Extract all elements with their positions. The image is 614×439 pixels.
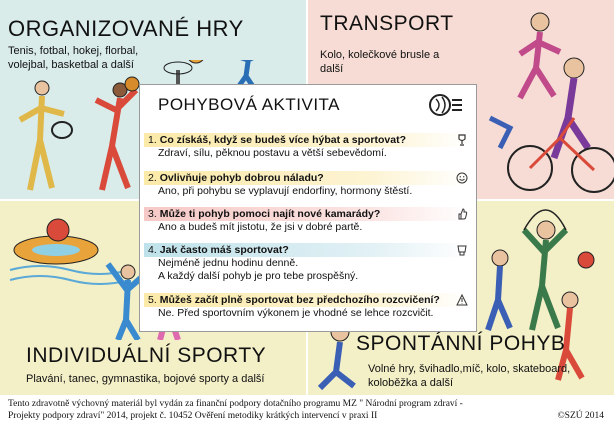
question-number: 1. <box>148 134 157 146</box>
panel-title: POHYBOVÁ AKTIVITA <box>158 95 341 114</box>
question-text: Jak často máš sportovat? <box>159 244 289 256</box>
smiley-icon <box>456 171 468 185</box>
transport-subtitle: Kolo, kolečkové brusle a další <box>320 49 440 75</box>
question-number: 4. <box>148 244 157 256</box>
question-1 <box>144 133 470 160</box>
footer-line-1: Tento zdravotně výchovný materiál byl vydán za finanční podpory dotačního programu MZ " Národní program zdraví - <box>8 399 463 409</box>
individual-sports-subtitle: Plavání, tanec, gymnastika, bojové sporty a další <box>26 373 265 385</box>
cup-icon <box>456 243 468 257</box>
organized-games-title: ORGANIZOVANÉ HRY <box>8 16 244 41</box>
copyright: ©SZÚ 2014 <box>557 411 604 421</box>
transport-illustration <box>470 8 614 198</box>
question-5 <box>144 293 470 320</box>
answer-text: Nejméně jednu hodinu denně. <box>158 257 299 269</box>
answer-text: Ano a budeš mít jistotu, že jsi v dobré partě. <box>158 221 363 233</box>
organized-games-subtitle: Tenis, fotbal, hokej, florbal, volejbal, basketbal a další <box>8 45 139 71</box>
footer-line-2: Projekty podpory zdraví" 2014, projekt č. 10452 Ověření metodiky krátkých intervencí v praxi II <box>8 411 378 421</box>
activity-panel <box>139 84 477 332</box>
question-text: Co získáš, když se budeš více hýbat a sportovat? <box>159 134 407 146</box>
question-number: 3. <box>148 208 157 220</box>
footer <box>8 398 608 422</box>
answer-text: Ne. Před sportovním výkonem je vhodné se lehce rozcvičit. <box>158 307 434 319</box>
answer-text: Ano, při pohybu se vyplavují endorfiny, hormony štěstí. <box>158 185 413 197</box>
thumbs-up-icon <box>456 207 468 221</box>
question-text: Ovlivňuje pohyb dobrou náladu? <box>159 172 324 184</box>
spontaneous-movement-subtitle: Volné hry, švihadlo,míč, kolo, skateboard, koloběžka a další <box>368 363 571 389</box>
question-text: Můžeš začít plně sportovat bez předchozího rozcvičení? <box>159 294 440 306</box>
question-2 <box>144 171 470 198</box>
szu-logo-icon <box>428 91 464 119</box>
answer-text-2: A každý další pohyb je pro tebe prospěšný. <box>158 270 359 282</box>
question-number: 2. <box>148 172 157 184</box>
spontaneous-movement-title: SPONTÁNNÍ POHYB <box>356 332 566 355</box>
individual-sports-title: INDIVIDUÁLNÍ SPORTY <box>26 344 267 367</box>
answer-text: Zdraví, sílu, pěknou postavu a větší sebevědomí. <box>158 147 387 159</box>
question-text: Může ti pohyb pomoci najít nové kamarády? <box>159 208 381 220</box>
question-3 <box>144 207 470 234</box>
question-number: 5. <box>148 294 157 306</box>
transport-title: TRANSPORT <box>320 12 454 35</box>
question-4 <box>144 243 470 283</box>
trophy-icon <box>456 133 468 147</box>
warning-icon <box>456 293 468 307</box>
